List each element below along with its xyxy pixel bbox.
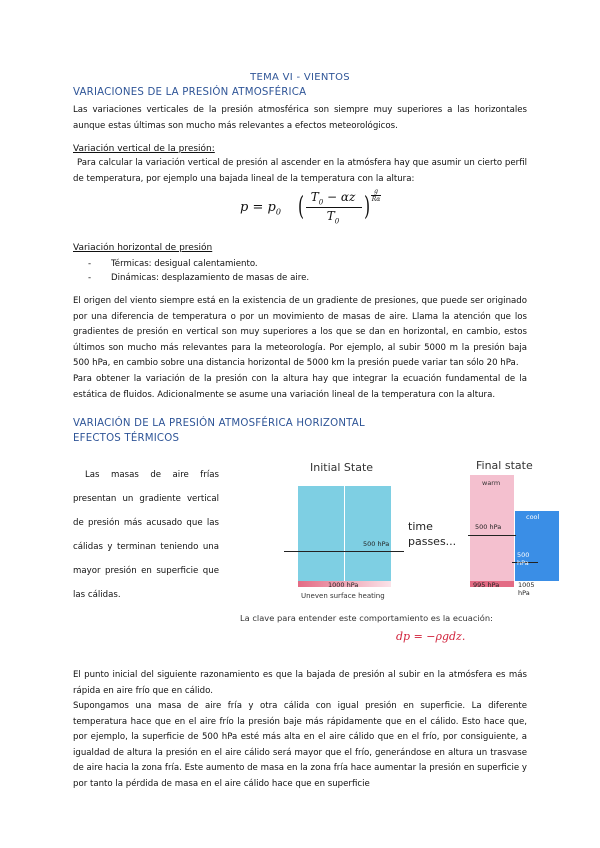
passes-label: passes... xyxy=(408,535,457,548)
warm-500-line xyxy=(468,535,516,536)
initial-state-title: Initial State xyxy=(310,461,374,474)
bullet-text: Térmicas: desigual calentamiento. xyxy=(111,259,258,269)
cool-500-label: 500 hPa xyxy=(517,551,530,567)
vertical-paragraph: Para calcular la variación vertical de presión al ascender en la atmósfera hay que asumir un cierto perfil de temperatura, por ejemplo una bajada lineal de la temperatura con la altura: xyxy=(73,158,527,184)
paragraph-punto-inicial: El punto inicial del siguiente razonamiento es que la bajada de presión al subir en la atmósfera es más rápida en aire frío que en cálido. xyxy=(73,670,527,696)
warm-label: warm xyxy=(482,479,501,487)
thermal-pressure-figure xyxy=(228,455,538,650)
subheading-horizontal: Variación horizontal de presión xyxy=(73,243,213,253)
eq-exp-top: g xyxy=(374,188,378,195)
eq-fraction-bar xyxy=(306,207,362,208)
side-column xyxy=(73,463,219,607)
bullet-dash: - xyxy=(88,259,92,269)
eq-exp-bottom: Rα xyxy=(371,196,381,203)
final-state-title: Final state xyxy=(476,459,533,472)
bullet-dash: - xyxy=(88,273,92,283)
side-line: cálidas y terminan teniendo una xyxy=(73,542,219,552)
initial-1000-label: 1000 hPa xyxy=(328,581,359,589)
bullet-item xyxy=(88,257,488,272)
eq-num-rest: − αz xyxy=(323,190,356,204)
initial-500-label: 500 hPa xyxy=(363,540,390,548)
vertical-pressure-equation xyxy=(240,188,380,228)
intro-paragraph: Las variaciones verticales de la presión atmosférica son siempre muy superiores a las horizontales aunque estas últimas son mucho más relevantes a efectos meteorológicos. xyxy=(73,105,527,131)
eq-num-t: T xyxy=(310,190,319,204)
cool-surface-label: 1005 hPa xyxy=(518,581,535,597)
paragraph-origen-viento: El origen del viento siempre está en la existencia de un gradiente de presiones, que puede ser originado por una diferencia de temperatura o por un movimiento de masas de aire. Llama la atención que los gradientes de presión en vertical son muy superiores a los que se dan en horizontal, en cambio, estos últimos son mucho más relevantes para la meteorología. Por ejemplo, al subir 5000 m la presión baja 500 hPa, en cambio sobre una distancia horizontal de 5000 km la presión puede variar tan sólo 20 hPa. xyxy=(73,296,527,368)
warm-500-label: 500 hPa xyxy=(475,523,502,531)
initial-500-line xyxy=(284,551,404,552)
eq-exponent xyxy=(371,188,381,203)
eq-lhs: p = p xyxy=(240,200,276,215)
uneven-heating-label: Uneven surface heating xyxy=(301,592,385,600)
section-heading-variaciones: VARIACIONES DE LA PRESIÓN ATMOSFÉRICA xyxy=(73,87,307,98)
bullet-item xyxy=(88,271,488,286)
eq-den-sub: 0 xyxy=(334,217,340,226)
warm-surface-label: 995 hPa xyxy=(473,581,500,589)
subheading-vertical: Variación vertical de la presión: xyxy=(73,144,215,154)
bullet-text: Dinámicas: desplazamiento de masas de aire. xyxy=(111,273,310,283)
eq-denominator xyxy=(304,209,362,225)
side-line: presentan un gradiente vertical xyxy=(73,494,219,504)
figure-caption: La clave para entender este comportamiento es la ecuación: xyxy=(240,613,493,623)
side-line: mayor presión en superficie que xyxy=(73,566,219,576)
paragraph-integrar: Para obtener la variación de la presión con la altura hay que integrar la ecuación fundamental de la estática de fluidos. Adicionalmente se asume una variación lineal de la temperatura con la altura. xyxy=(73,374,527,400)
eq-close-paren: ) xyxy=(364,192,371,222)
side-line: las cálidas. xyxy=(73,590,121,600)
paragraph-supongamos: Supongamos una masa de aire fría y otra cálida con igual presión en superficie. La diferente temperatura hace que en el aire frío la presión baje más rápidamente que en el cálido. Esto hace que, por ejemplo, la superficie de 500 hPa esté más alta en el aire cálido que en el frío, por consiguiente, a igualdad de altura la presión en el aire cálido será mayor que el frío, generándose en altura un trasvase de aire hacia la zona fría. Este aumento de masa en la zona fría hace aumentar la presión en superficie y por tanto la pérdida de masa en el aire cálido hace que en superficie xyxy=(73,701,527,789)
initial-column-left xyxy=(298,486,344,581)
time-label: time xyxy=(408,520,433,533)
eq-num-sub: 0 xyxy=(318,198,324,207)
initial-column-right xyxy=(345,486,391,581)
section-heading-horizontal: VARIACIÓN DE LA PRESIÓN ATMOSFÉRICA HORIZONTAL xyxy=(73,418,365,429)
figure-caption-equation: dp = −ρgdz. xyxy=(396,630,466,643)
side-line: Las masas de aire frías xyxy=(85,470,219,480)
cool-column xyxy=(515,511,559,581)
eq-numerator xyxy=(304,190,362,206)
eq-open-paren: ( xyxy=(298,192,305,222)
cool-label: cool xyxy=(526,513,540,521)
side-line: de presión más acusado que las xyxy=(73,518,219,528)
eq-den-t: T xyxy=(326,209,335,223)
section-subheading-efectos: EFECTOS TÉRMICOS xyxy=(73,433,180,444)
document-title: TEMA VI - VIENTOS xyxy=(250,72,350,83)
eq-lhs-sub: 0 xyxy=(275,207,281,217)
